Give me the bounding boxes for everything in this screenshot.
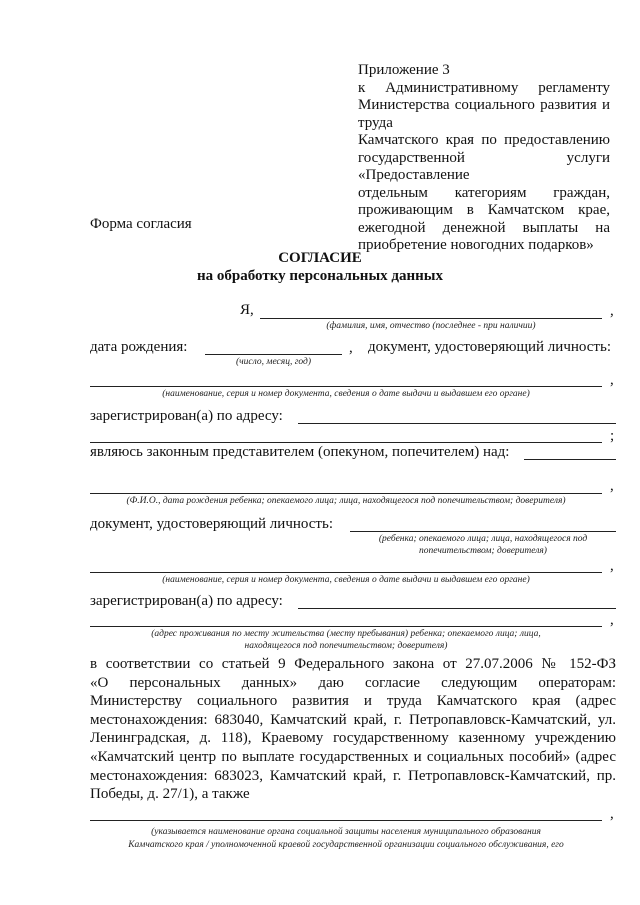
consent-body bbox=[90, 655, 616, 804]
child-info-field[interactable] bbox=[90, 493, 602, 494]
id-document-field-2[interactable] bbox=[350, 531, 616, 532]
fio-field[interactable] bbox=[260, 318, 602, 319]
comma: , bbox=[610, 806, 614, 822]
id-document-field[interactable] bbox=[90, 386, 602, 387]
appendix-line: Камчатского края по предоставлению bbox=[358, 132, 610, 148]
body-line: в соответствии со статьей 9 Федерального закона от 27.07.2006 № 152-ФЗ bbox=[90, 656, 616, 672]
body-line: местонахождения: 683040, Камчатский край, г. Петропавловск-Камчатский, ул. bbox=[90, 711, 616, 728]
body-line: Победы, д. 27/1), а также bbox=[90, 786, 250, 803]
appendix-line: ежегодной денежной выплаты на bbox=[358, 219, 610, 236]
birth-date-field[interactable] bbox=[205, 354, 342, 355]
body-line: «О персональных данных» даю согласие следующим операторам: bbox=[90, 674, 616, 691]
comma: , bbox=[610, 303, 614, 319]
body-line: местонахождения: 683023, Камчатский край, г. Петропавловск-Камчатский, пр. bbox=[90, 767, 616, 784]
appendix-line: отдельным категориям граждан, bbox=[358, 184, 610, 201]
document-subtitle: на обработку персональных данных bbox=[197, 268, 443, 284]
legal-rep-field[interactable] bbox=[524, 459, 616, 460]
appendix-line: государственной услуги «Предоставление bbox=[358, 149, 610, 183]
address-field-2[interactable] bbox=[298, 608, 616, 609]
doc-hint-2: (наименование, серия и номер документа, сведения о дате выдачи и выдавшем его органе) bbox=[162, 575, 530, 585]
comma: , bbox=[610, 612, 614, 628]
appendix-title: Приложение 3 bbox=[358, 62, 450, 78]
bottom-hint-a: (указывается наименование органа социальной защиты населения муниципального образования bbox=[151, 827, 541, 837]
address-field[interactable] bbox=[298, 423, 616, 424]
comma: , bbox=[610, 478, 614, 494]
address-field-continued[interactable] bbox=[90, 442, 602, 443]
body-line: «Камчатский центр по выплате государственных и социальных пособий» (адрес bbox=[90, 748, 616, 765]
bottom-hint-b: Камчатского края / уполномоченной краевой государственной организации социального обслуживания, его bbox=[128, 840, 564, 850]
legal-rep-label: являюсь законным представителем (опекуном, попечителем) над: bbox=[90, 444, 510, 460]
other-operators-field[interactable] bbox=[90, 820, 602, 821]
address-field-2-continued[interactable] bbox=[90, 626, 602, 627]
doc-hint: (наименование, серия и номер документа, сведения о дате выдачи и выдавшем его органе) bbox=[162, 389, 530, 399]
semicolon: ; bbox=[610, 428, 615, 444]
appendix-line: Министерства социального развития и труда bbox=[358, 97, 610, 131]
ya-label: Я, bbox=[240, 302, 254, 318]
registered-label: зарегистрирован(а) по адресу: bbox=[90, 408, 283, 424]
comma: , bbox=[610, 372, 614, 388]
appendix-line: приобретение новогодних подарков» bbox=[358, 237, 594, 253]
id-doc-hint-2b: попечительством; доверителя) bbox=[419, 546, 547, 556]
appendix-block bbox=[358, 62, 610, 255]
child-hint: (Ф.И.О., дата рождения ребенка; опекаемого лица; лица, находящегося под попечительством; доверителя) bbox=[126, 496, 566, 506]
id-doc-label: документ, удостоверяющий личность: bbox=[368, 339, 611, 355]
id-doc-hint-2a: (ребенка; опекаемого лица; лица, находящегося под bbox=[378, 534, 588, 544]
birth-hint: (число, месяц, год) bbox=[235, 357, 311, 367]
body-line: Министерству социального развития и труда Камчатского края (адрес bbox=[90, 693, 616, 710]
id-document-details-field[interactable] bbox=[90, 572, 602, 573]
id-doc-label-2: документ, удостоверяющий личность: bbox=[90, 516, 333, 532]
address-hint-b: находящегося под попечительством; доверителя) bbox=[244, 641, 448, 651]
comma: , bbox=[349, 340, 353, 356]
birth-label: дата рождения: bbox=[90, 339, 188, 355]
fio-hint: (фамилия, имя, отчество (последнее - при наличии) bbox=[326, 321, 536, 331]
comma: , bbox=[610, 558, 614, 574]
document-title: СОГЛАСИЕ bbox=[278, 250, 362, 266]
appendix-line: проживающим в Камчатском крае, bbox=[358, 202, 610, 218]
appendix-line: к Административному регламенту bbox=[358, 79, 610, 96]
form-label: Форма согласия bbox=[90, 216, 192, 232]
registered-label-2: зарегистрирован(а) по адресу: bbox=[90, 593, 283, 609]
address-hint-a: (адрес проживания по месту жительства (месту пребывания) ребенка; опекаемого лица; лица, bbox=[151, 629, 541, 639]
body-line: Ленинградская, д. 118), Краевому государственному казенному учреждению bbox=[90, 730, 616, 747]
